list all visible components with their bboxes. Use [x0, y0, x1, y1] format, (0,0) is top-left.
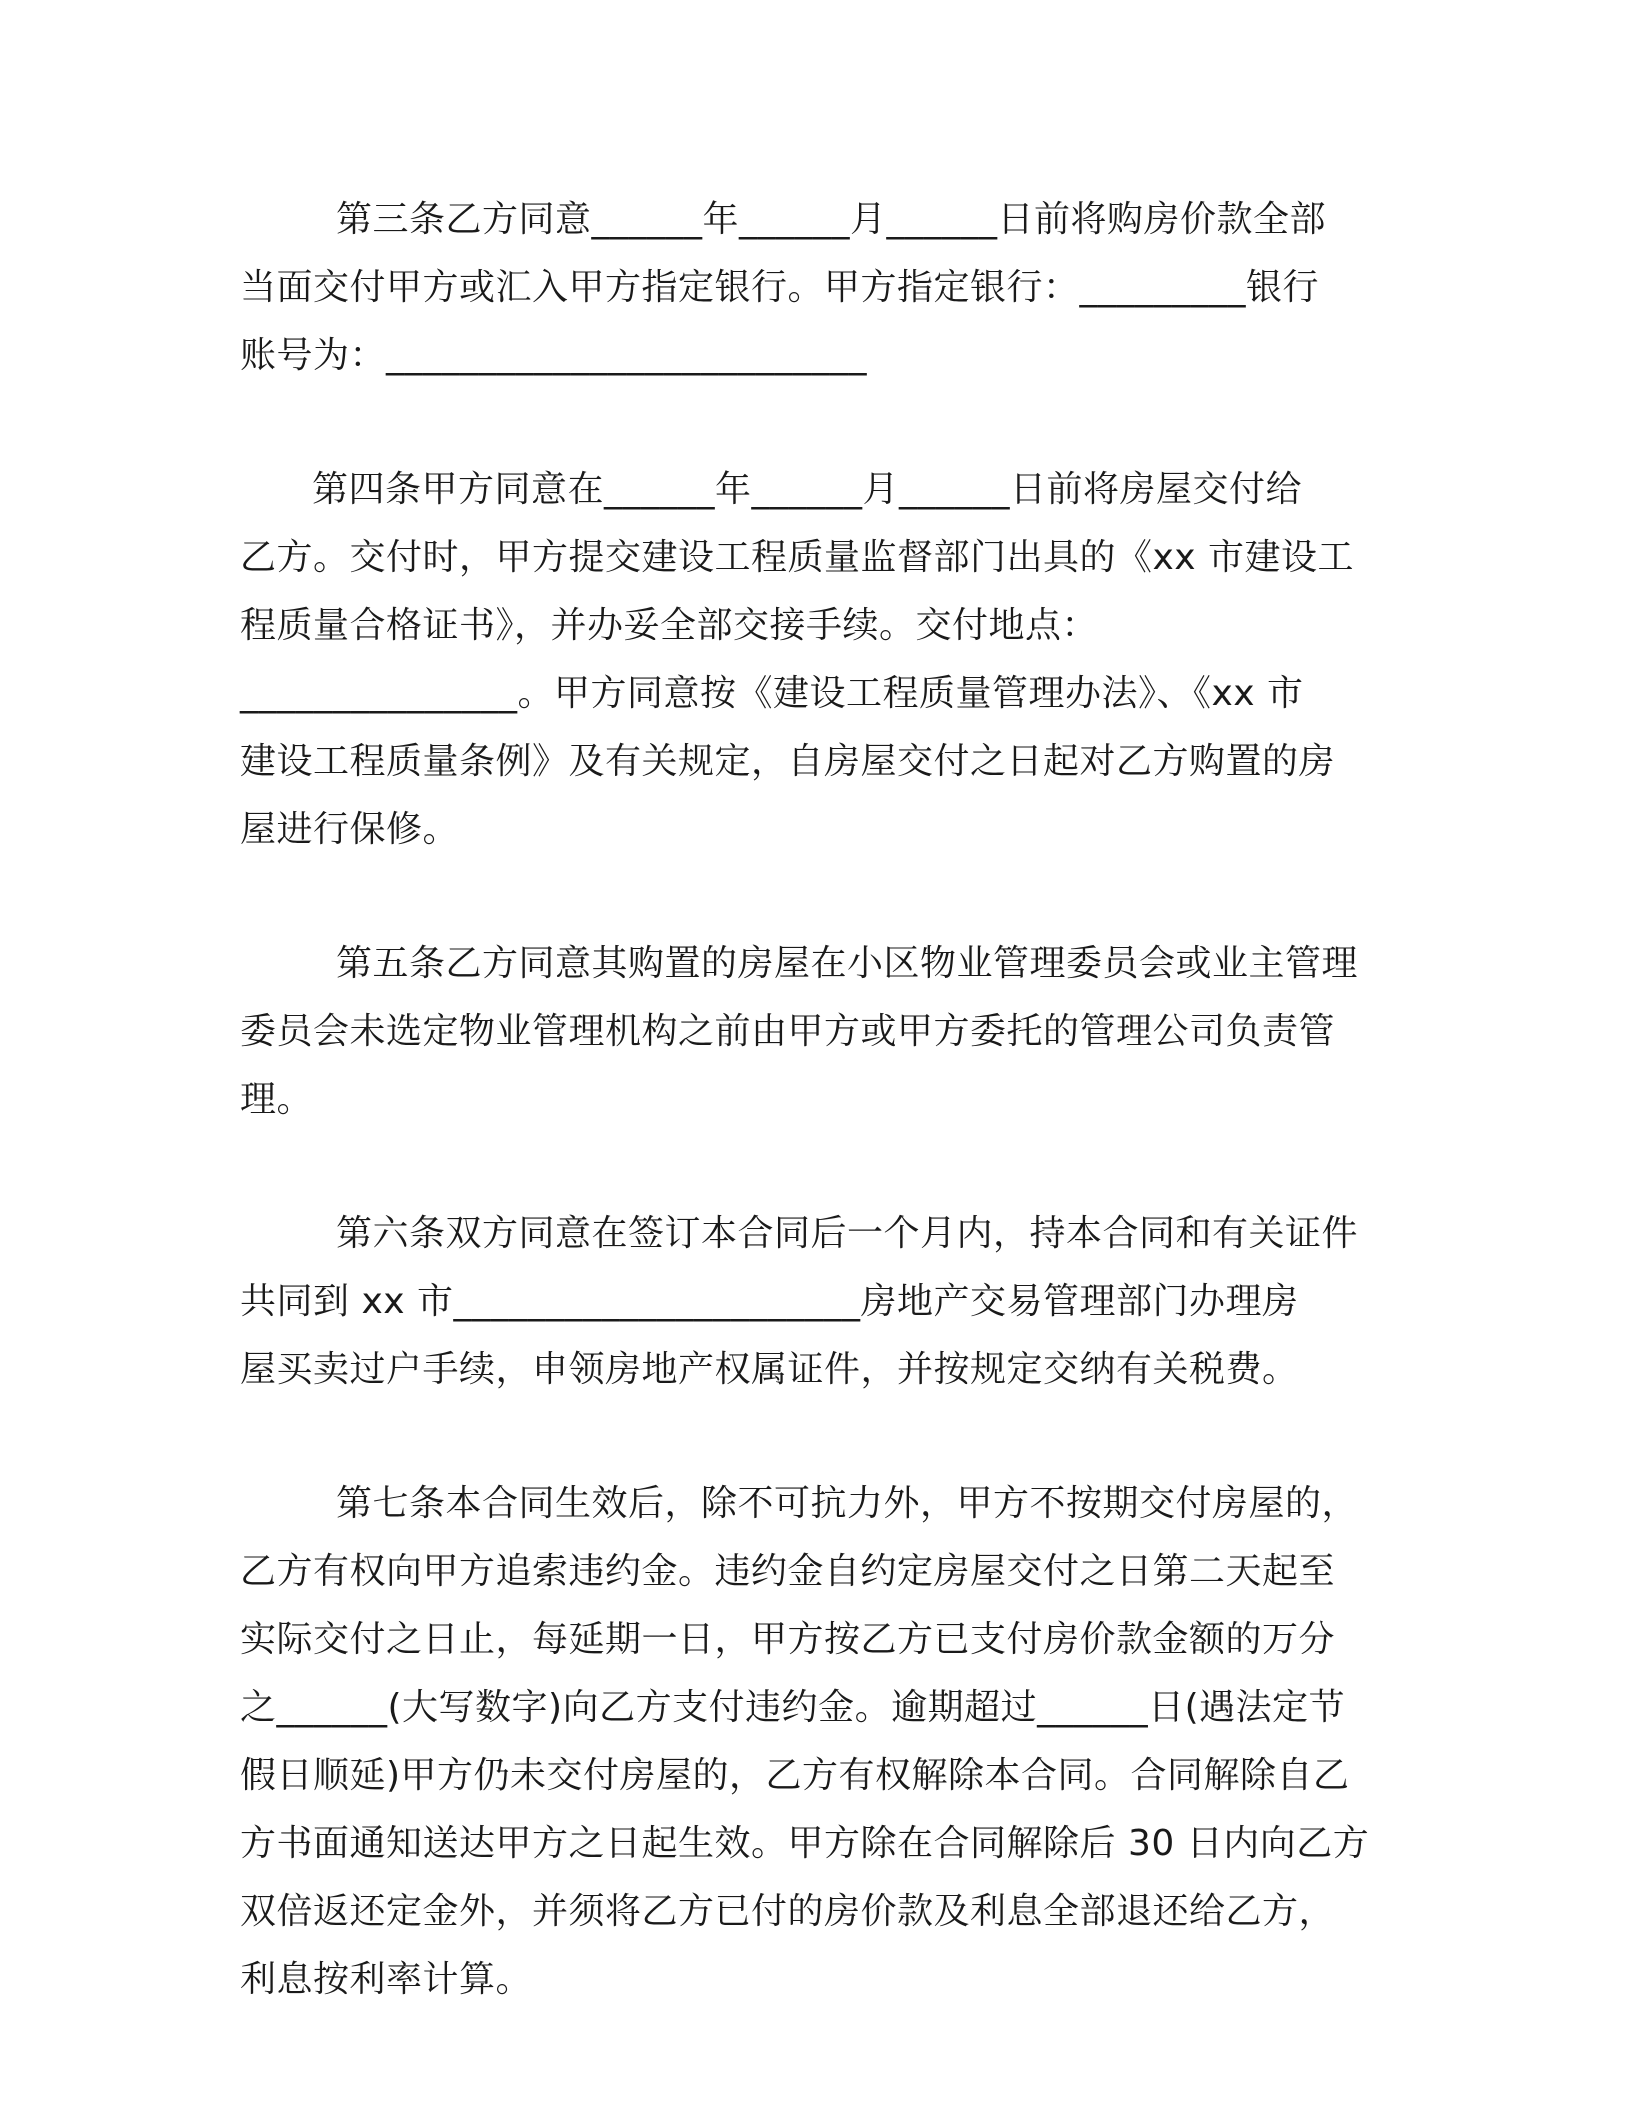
- article-line: 屋买卖过户手续，申领房地产权属证件，并按规定交纳有关税费。: [240, 1349, 1299, 1390]
- article-line: 屋进行保修。: [240, 809, 460, 850]
- article-line: 乙方有权向甲方追索违约金。违约金自约定房屋交付之日第二天起至: [240, 1551, 1336, 1592]
- article-line: 方书面通知送达甲方之日起生效。甲方除在合同解除后 30 日内向乙方: [240, 1823, 1370, 1864]
- article-4: [240, 456, 1390, 864]
- article-line: 第三条乙方同意______年______月______日前将购房价款全部: [336, 199, 1327, 240]
- article-line: 之______(大写数字)向乙方支付违约金。逾期超过______日(遇法定节: [240, 1687, 1346, 1728]
- article-5: [240, 930, 1390, 1134]
- article-7: [240, 1470, 1390, 2014]
- article-line: 账号为：__________________________: [240, 335, 868, 376]
- article-line: 实际交付之日止，每延期一日，甲方按乙方已支付房价款金额的万分: [240, 1619, 1336, 1660]
- article-line: 第四条甲方同意在______年______月______日前将房屋交付给: [312, 469, 1303, 510]
- article-line: 建设工程质量条例》及有关规定，自房屋交付之日起对乙方购置的房: [240, 741, 1336, 782]
- article-line: 第五条乙方同意其购置的房屋在小区物业管理委员会或业主管理: [336, 943, 1359, 984]
- article-line: 当面交付甲方或汇入甲方指定银行。甲方指定银行：_________银行: [240, 267, 1320, 308]
- article-line: _______________。甲方同意按《建设工程质量管理办法》、《xx 市: [240, 673, 1304, 714]
- article-line: 理。: [240, 1079, 314, 1120]
- article-line: 委员会未选定物业管理机构之前由甲方或甲方委托的管理公司负责管: [240, 1011, 1336, 1052]
- contract-body: [240, 186, 1390, 2080]
- article-line: 第七条本合同生效后，除不可抗力外，甲方不按期交付房屋的，: [336, 1483, 1359, 1524]
- article-line: 第六条双方同意在签订本合同后一个月内，持本合同和有关证件: [336, 1213, 1359, 1254]
- article-line: 共同到 xx 市______________________房地产交易管理部门办理房: [240, 1281, 1299, 1322]
- article-line: 程质量合格证书》，并办妥全部交接手续。交付地点：: [240, 605, 1099, 646]
- article-line: 双倍返还定金外，并须将乙方已付的房价款及利息全部退还给乙方，: [240, 1891, 1336, 1932]
- article-6: [240, 1200, 1390, 1404]
- article-line: 利息按利率计算。: [240, 1959, 533, 2000]
- article-3: [240, 186, 1390, 390]
- article-line: 假日顺延)甲方仍未交付房屋的，乙方有权解除本合同。合同解除自乙: [240, 1755, 1350, 1796]
- article-line: 乙方。交付时，甲方提交建设工程质量监督部门出具的《xx 市建设工: [240, 537, 1355, 578]
